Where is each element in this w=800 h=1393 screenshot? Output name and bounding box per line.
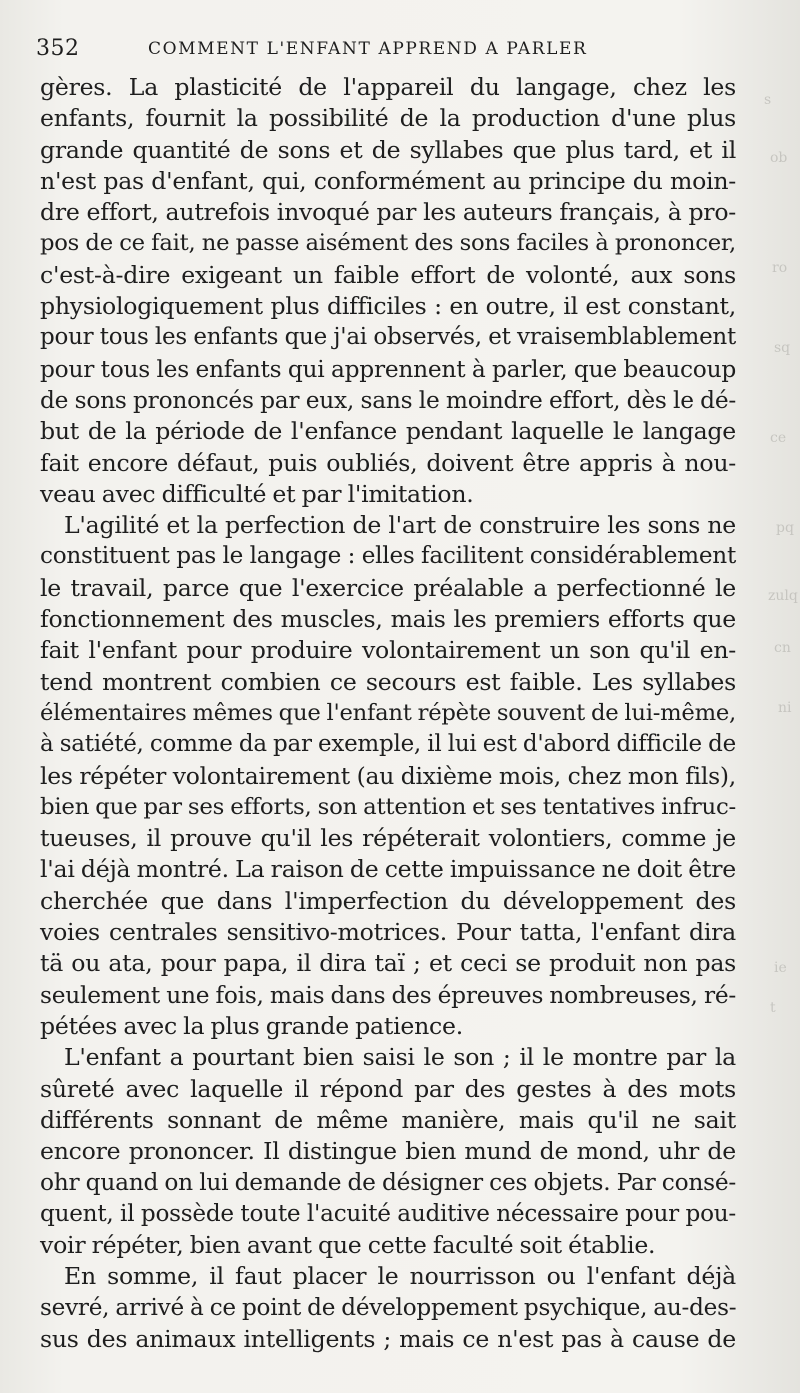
text-line: pour tous les enfants que j'ai observés, et vraisemblablement (40, 324, 736, 351)
text-line: sûreté avec laquelle il répond par des gestes à des mots (40, 1074, 736, 1103)
text-line: le travail, parce que l'exercice préalable a perfectionné le (40, 573, 736, 602)
text-line: sus des animaux intelligents ; mais ce n'est pas à cause de (40, 1324, 736, 1353)
text-line: pétées avec la plus grande patience. (40, 1011, 463, 1040)
text-line: gères. La plasticité de l'appareil du langage, chez les (40, 73, 736, 101)
running-title: COMMENT L'ENFANT APPREND A PARLER (148, 39, 588, 59)
text-line: En somme, il faut placer le nourrisson ou l'enfant déjà (64, 1262, 736, 1291)
text-line: but de la période de l'enfance pendant laquelle le langage (40, 417, 736, 446)
text-line: tend montrent combien ce secours est faible. Les syllabes (40, 667, 736, 696)
text-line: cherchée que dans l'imperfection du développement des (40, 886, 736, 915)
text-line: fonctionnement des muscles, mais les premiers efforts que (40, 605, 736, 634)
text-line: grande quantité de sons et de syllabes que plus tard, et il (40, 135, 736, 164)
text-line: voies centrales sensitivo-motrices. Pour tatta, l'enfant dira (40, 918, 736, 947)
text-line: sevré, arrivé à ce point de développement psychique, au-des- (40, 1294, 737, 1321)
text-line: n'est pas d'enfant, qui, conformément au principe du moin- (40, 166, 736, 195)
text-line: pos de ce fait, ne passe aisément des sons faciles à prononcer, (40, 230, 736, 257)
text-line: seulement une fois, mais dans des épreuves nombreuses, ré- (40, 981, 736, 1009)
text-line: à satiété, comme da par exemple, il lui est d'abord difficile de (40, 731, 736, 758)
text-line: enfants, fournit la possibilité de la production d'une plus (40, 104, 736, 133)
text-line: l'ai déjà montré. La raison de cette impuissance ne doit être (40, 855, 736, 884)
page-header (36, 36, 736, 66)
text-line: quent, il possède toute l'acuité auditive nécessaire pour pou- (40, 1200, 736, 1227)
text-line: encore prononcer. Il distingue bien mund de mond, uhr de (40, 1137, 736, 1166)
text-line: tä ou ata, pour papa, il dira taï ; et ceci se produit non pas (40, 949, 736, 978)
text-line: différents sonnant de même manière, mais qu'il ne sait (40, 1105, 736, 1134)
text-line: L'agilité et la perfection de l'art de construire les sons ne (64, 511, 736, 540)
text-line: les répéter volontairement (au dixième mois, chez mon fils), (40, 761, 736, 790)
text-line: fait encore défaut, puis oubliés, doivent être appris à nou- (40, 448, 736, 477)
text-line: fait l'enfant pour produire volontairement un son qu'il en- (40, 636, 736, 665)
show-through-margin: s ob ro sq ce pq zulq cn ni ie t (764, 92, 798, 1016)
text-line: pour tous les enfants qui apprennent à parler, que beaucoup (40, 355, 736, 383)
text-line: voir répéter, bien avant que cette faculté soit établie. (40, 1230, 656, 1259)
text-line: tueuses, il prouve qu'il les répéterait volontiers, comme je (40, 824, 736, 853)
text-line: L'enfant a pourtant bien saisi le son ; il le montre par la (64, 1043, 736, 1072)
page-number: 352 (36, 36, 80, 61)
text-line: dre effort, autrefois invoqué par les auteurs français, à pro- (40, 198, 736, 227)
text-line: physiologiquement plus difficiles : en outre, il est constant, (40, 292, 736, 321)
body-text (40, 72, 736, 1355)
text-line: bien que par ses efforts, son attention et ses tentatives infruc- (40, 793, 736, 820)
text-line: constituent pas le langage : elles facilitent considérablement (40, 543, 736, 570)
text-line: c'est-à-dire exigeant un faible effort de volonté, aux sons (40, 260, 736, 289)
text-line: élémentaires mêmes que l'enfant répète souvent de lui-même, (40, 699, 736, 726)
text-line: de sons prononcés par eux, sans le moindre effort, dès le dé- (40, 386, 736, 414)
text-line: ohr quand on lui demande de désigner ces objets. Par consé- (40, 1169, 736, 1197)
text-line: veau avec difficulté et par l'imitation. (40, 479, 474, 508)
